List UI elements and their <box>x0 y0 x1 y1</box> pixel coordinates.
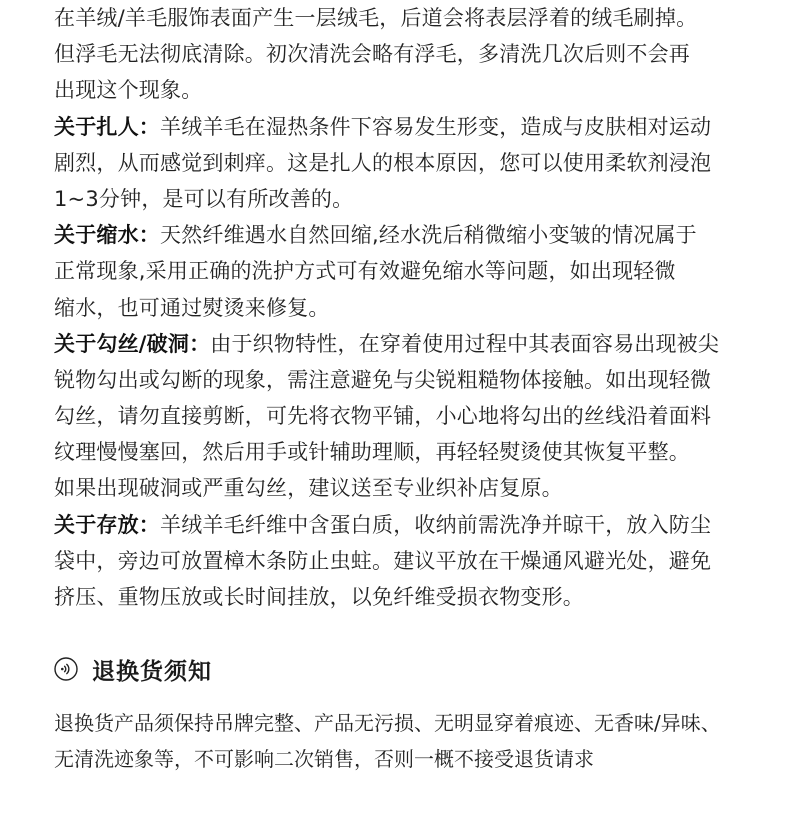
storage-paragraph-line <box>54 507 754 543</box>
snag-paragraph-line: 纹理慢慢塞回，然后用手或针辅助理顺，再轻轻熨烫使其恢复平整。 <box>54 440 690 465</box>
care-intro-line: 但浮毛无法彻底清除。初次清洗会略有浮毛，多清洗几次后则不会再 <box>54 42 690 67</box>
storage-paragraph-line: 袋中，旁边可放置樟木条防止虫蛀。建议平放在干燥通风避光处，避免 <box>54 548 712 573</box>
prickle-paragraph-line <box>54 109 754 145</box>
storage-paragraph-line: 挤压、重物压放或长时间挂放，以免纤维受损衣物变形。 <box>54 585 584 609</box>
snag-heading: 关于勾丝/破洞： <box>54 331 211 356</box>
returns-policy-line: 无清洗迹象等，不可影响二次销售，否则一概不接受退货请求 <box>54 747 594 771</box>
returns-policy-line: 退换货产品须保持吊牌完整、产品无污损、无明显穿着痕迹、无香味/异味、 <box>54 711 721 735</box>
shrink-heading: 关于缩水： <box>54 223 160 248</box>
prickle-heading: 关于扎人： <box>54 114 160 139</box>
returns-title: 退换货须知 <box>92 658 212 685</box>
storage-text: 羊绒羊毛纤维中含蛋白质，收纳前需洗净并晾干，放入防尘 <box>160 512 712 537</box>
snag-paragraph-line: 如果出现破洞或严重勾丝，建议送至专业织补店复原。 <box>54 476 563 501</box>
storage-heading: 关于存放： <box>54 512 160 537</box>
snag-paragraph-line <box>54 326 754 362</box>
care-intro-line: 出现这个现象。 <box>54 78 203 103</box>
prickle-paragraph-line: 剧烈，从而感觉到刺痒。这是扎人的根本原因，您可以使用柔软剂浸泡 <box>54 150 712 175</box>
snag-paragraph-line: 锐物勾出或勾断的现象，需注意避免与尖锐粗糙物体接触。如出现轻微 <box>54 367 712 392</box>
prickle-paragraph-line: 1~3分钟，是可以有所改善的。 <box>54 186 354 211</box>
returns-policy <box>54 705 764 777</box>
sound-wave-icon <box>54 657 78 681</box>
shrink-paragraph-line: 正常现象,采用正确的洗护方式可有效避免缩水等问题，如出现轻微 <box>54 259 676 284</box>
snag-paragraph-line: 勾丝，请勿直接剪断，可先将衣物平铺，小心地将勾出的丝线沿着面料 <box>54 404 712 429</box>
care-instructions <box>54 0 754 615</box>
shrink-paragraph-line: 缩水，也可通过熨烫来修复。 <box>54 295 330 320</box>
prickle-text: 羊绒羊毛在湿热条件下容易发生形变，造成与皮肤相对运动 <box>160 114 712 139</box>
shrink-paragraph-line <box>54 217 754 253</box>
care-intro-line: 在羊绒/羊毛服饰表面产生一层绒毛，后道会将表层浮着的绒毛刷掉。 <box>54 6 698 30</box>
returns-section-header <box>54 652 212 686</box>
snag-text: 由于织物特性，在穿着使用过程中其表面容易出现被尖 <box>210 331 720 356</box>
shrink-text: 天然纤维遇水自然回缩,经水洗后稍微缩小变皱的情况属于 <box>160 223 697 248</box>
